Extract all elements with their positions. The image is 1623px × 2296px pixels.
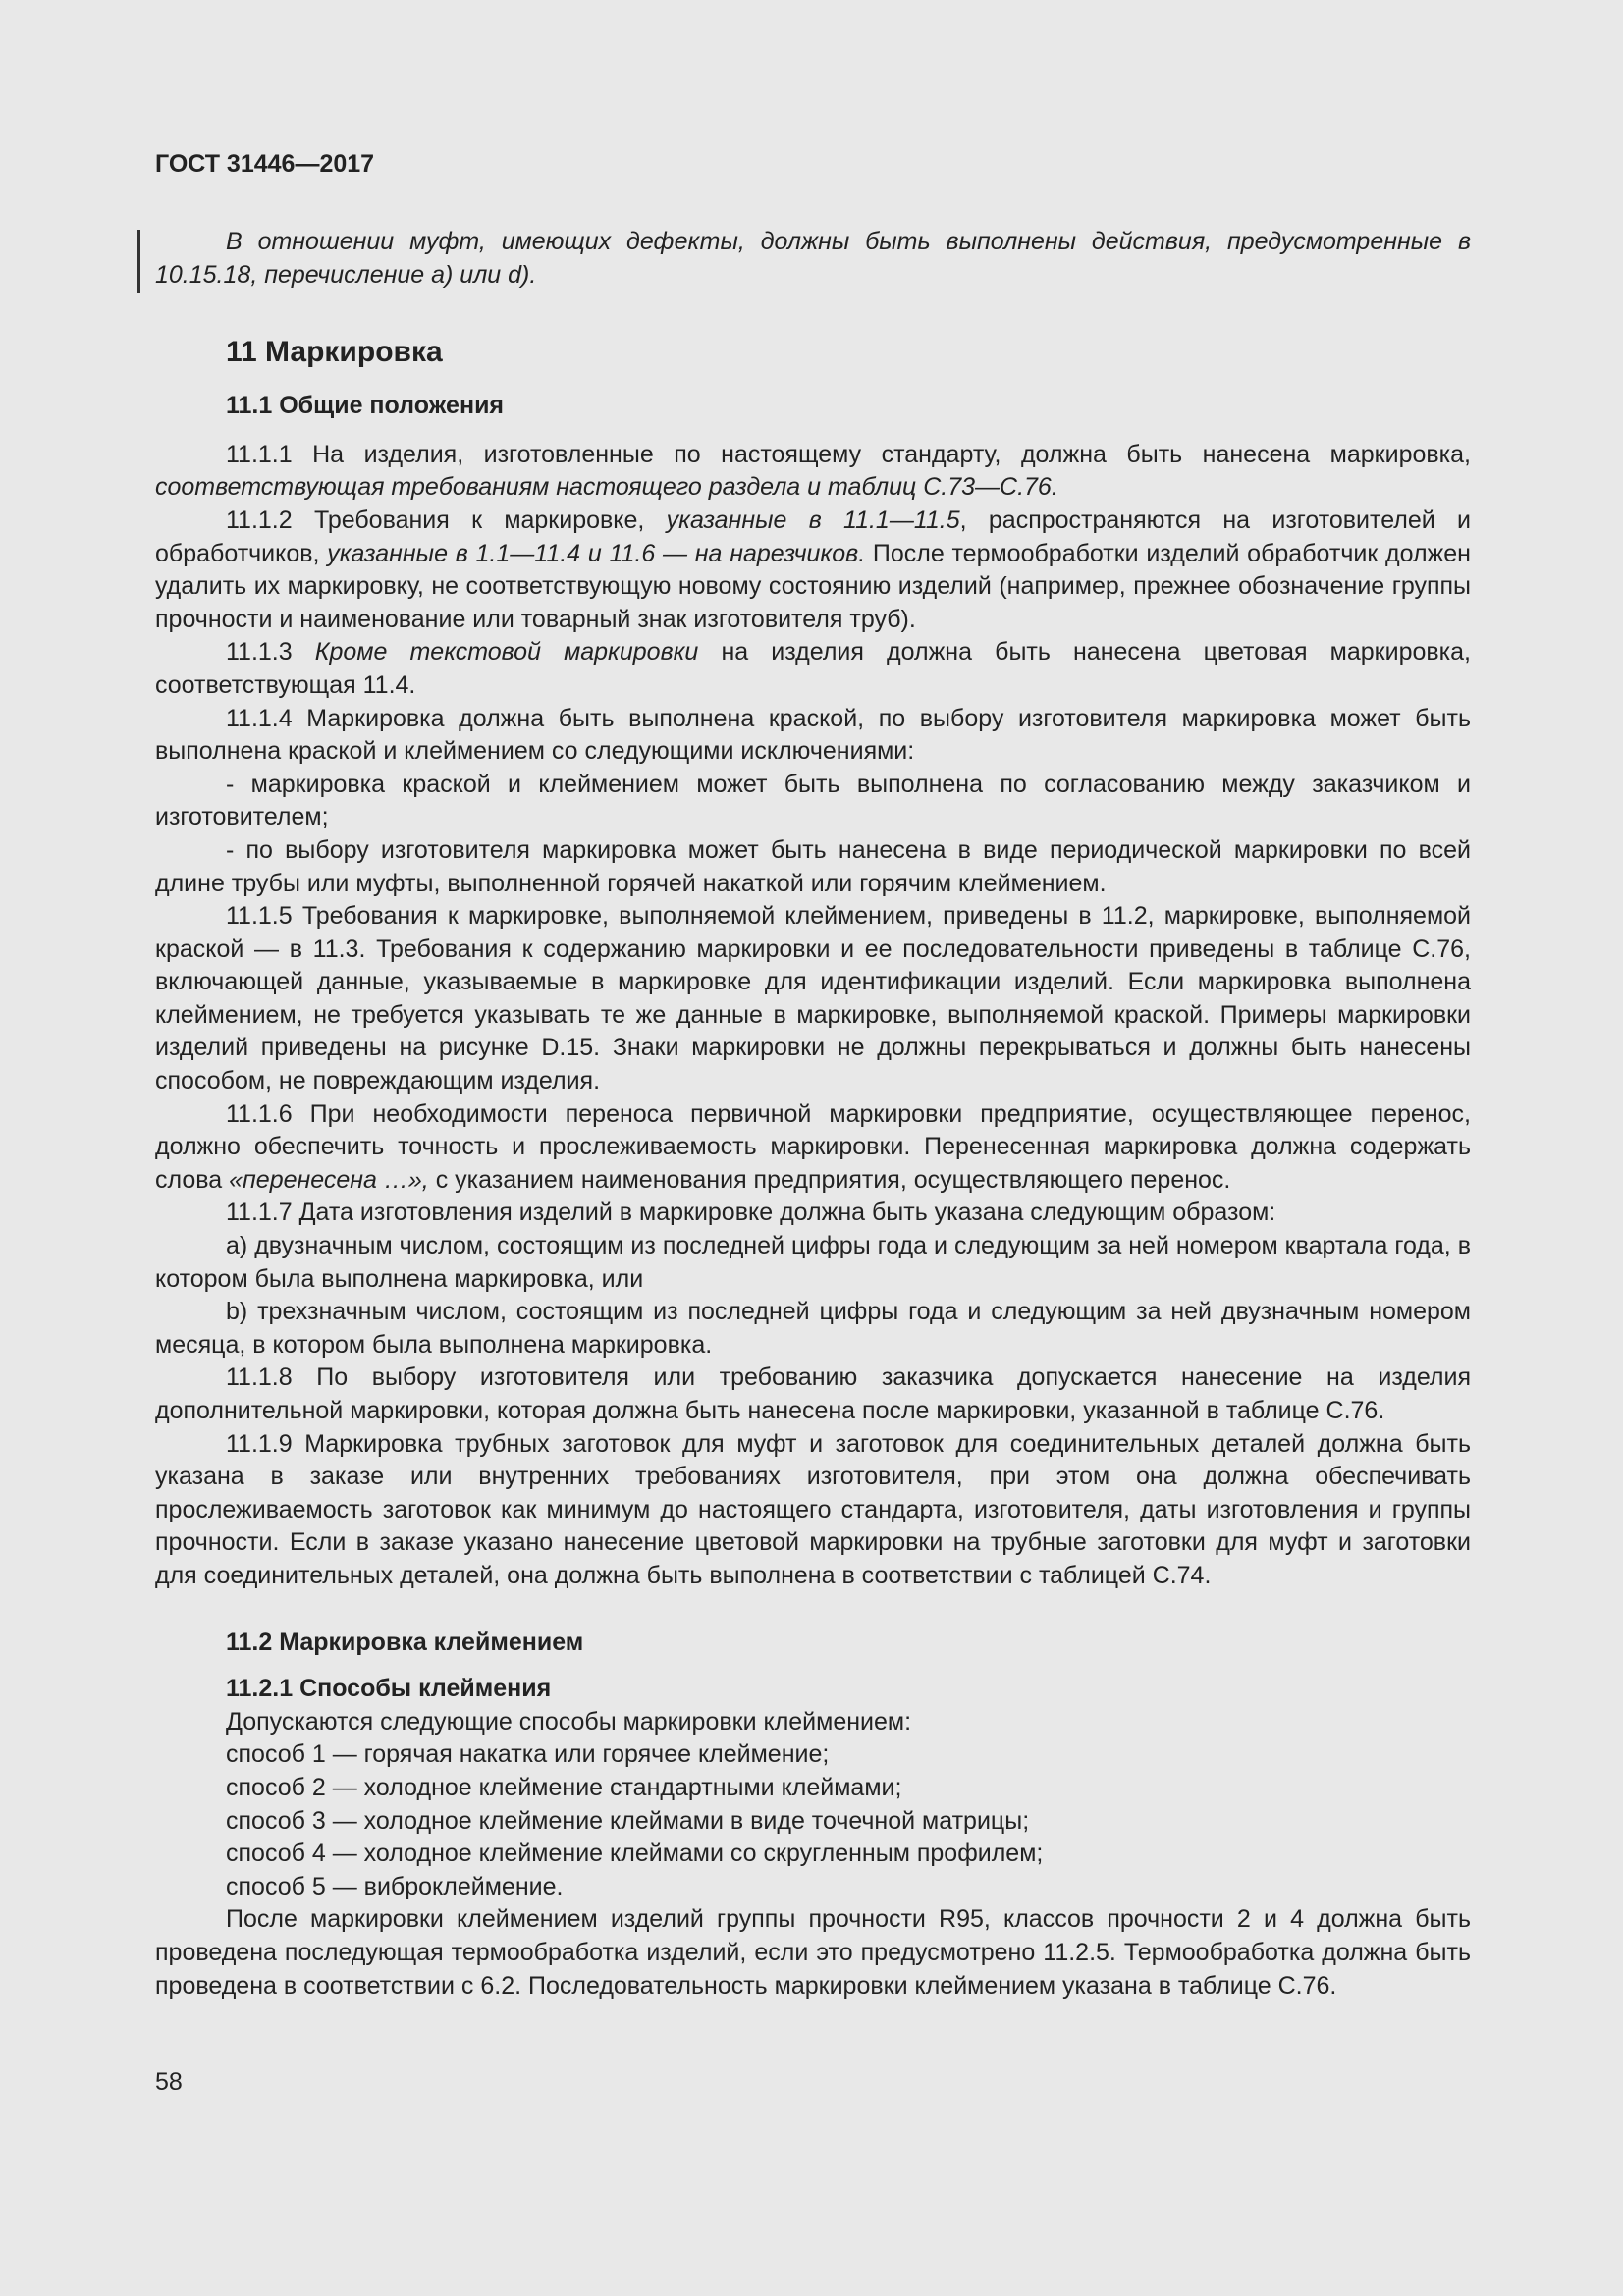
paragraph-11-1-6: 11.1.6 При необходимости переноса первичной маркировки предприятие, осуществляющее перенос, должно обеспечить точность и прослеживаемость маркировки. Перенесенная маркировка должна содержать слова «перенесена …», с указанием наименования предприятия, осуществляющего перенос. [155, 1099, 1471, 1194]
intro-paragraph: В отношении муфт, имеющих дефекты, должны быть выполнены действия, предусмотренные в 10.15.18, перечисление а) или d). [155, 228, 1471, 289]
list-item: b) трехзначным числом, состоящим из последней цифры года и следующим за ней двузначным номером месяца, в котором была выполнена маркировка. [155, 1298, 1471, 1359]
closing-paragraph: После маркировки клеймением изделий группы прочности R95, классов прочности 2 и 4 должна быть проведена последующая термообработка изделий, если это предусмотрено 11.2.5. Термообработка должна быть проведена в соответствии с 6.2. Последовательность маркировки клеймением указана в таблице С.76. [155, 1905, 1471, 2000]
subsection-title: 11.1 Общие положения [226, 392, 505, 420]
methods-lead: Допускаются следующие способы маркировки клеймением: [226, 1707, 912, 1735]
document-id: ГОСТ 31446—2017 [155, 150, 375, 178]
paragraph-11-1-1: 11.1.1 На изделия, изготовленные по настоящему стандарту, должна быть нанесена маркировка, соответствующая требованиям настоящего раздела и таблиц С.73—С.76. [155, 440, 1471, 502]
paragraph-11-1-2: 11.1.2 Требования к маркировке, указанные в 11.1—11.5, распространяются на изготовителей и обработчиков, указанные в 1.1—11.4 и 11.6 — на нарезчиков. После термообработки изделий обработчик должен удалить их маркировку, не соответствующую новому состоянию изделий (например, прежнее обозначение группы прочности и наименование или товарный знак изготовителя труб). [155, 506, 1471, 633]
paragraph-11-1-8: 11.1.8 По выбору изготовителя или требованию заказчика допускается нанесение на изделия дополнительной маркировки, которая должна быть нанесена после маркировки, указанной в таблице С.76. [155, 1363, 1471, 1424]
method-item: способ 3 — холодное клеймение клеймами в виде точечной матрицы; [226, 1806, 1030, 1835]
document-page [155, 147, 1471, 2002]
list-item: - по выбору изготовителя маркировка может быть нанесена в виде периодической маркировки по всей длине трубы или муфты, выполненной горячей накаткой или горячим клеймением. [155, 835, 1471, 897]
section-title: 11 Маркировка [226, 336, 443, 369]
method-item: способ 5 — виброклеймение. [226, 1872, 564, 1900]
paragraph-11-1-9: 11.1.9 Маркировка трубных заготовок для муфт и заготовок для соединительных деталей должна быть указана в заказе или внутренних требованиях изготовителя, при этом она должна обеспечивать прослеживаемость заготовок как минимум до настоящего стандарта, изготовителя, даты изготовления и группы прочности. Если в заказе указано нанесение цветовой маркировки на трубные заготовки для муфт и заготовки для соединительных деталей, она должна быть выполнена в соответствии с таблицей С.74. [155, 1429, 1471, 1589]
change-bar [137, 230, 140, 293]
method-item: способ 2 — холодное клеймение стандартными клеймами; [226, 1773, 902, 1801]
method-item: способ 4 — холодное клеймение клеймами со скругленным профилем; [226, 1840, 1044, 1868]
paragraph-11-1-4: 11.1.4 Маркировка должна быть выполнена краской, по выбору изготовителя маркировка может быть выполнена краской и клеймением со следующими исключениями: [155, 704, 1471, 766]
page-number: 58 [155, 2068, 183, 2096]
paragraph-11-1-3: 11.1.3 Кроме текстовой маркировки на изделия должна быть нанесена цветовая маркировка, соответствующая 11.4. [155, 638, 1472, 699]
subsubsection-title: 11.2.1 Способы клеймения [226, 1675, 552, 1703]
list-item: a) двузначным числом, состоящим из последней цифры года и следующим за ней номером квартала года, в котором была выполнена маркировка, или [155, 1232, 1471, 1293]
list-item: - маркировка краской и клеймением может быть выполнена по согласованию между заказчиком и изготовителем; [155, 770, 1471, 831]
paragraph-11-1-7: 11.1.7 Дата изготовления изделий в маркировке должна быть указана следующим образом: [226, 1199, 1276, 1227]
paragraph-11-1-5: 11.1.5 Требования к маркировке, выполняемой клеймением, приведены в 11.2, маркировке, выполняемой краской — в 11.3. Требования к содержанию маркировки и ее последовательности приведены в таблице С.76, включающей данные, указываемые в маркировке для идентификации изделий. Если маркировка выполнена клеймением, не требуется указывать те же данные в маркировке, выполняемой краской. Примеры маркировки изделий приведены на рисунке D.15. Знаки маркировки не должны перекрываться и должны быть нанесены способом, не повреждающим изделия. [155, 902, 1471, 1095]
method-item: способ 1 — горячая накатка или горячее клеймение; [226, 1740, 830, 1769]
subsection-title: 11.2 Маркировка клеймением [226, 1628, 584, 1656]
